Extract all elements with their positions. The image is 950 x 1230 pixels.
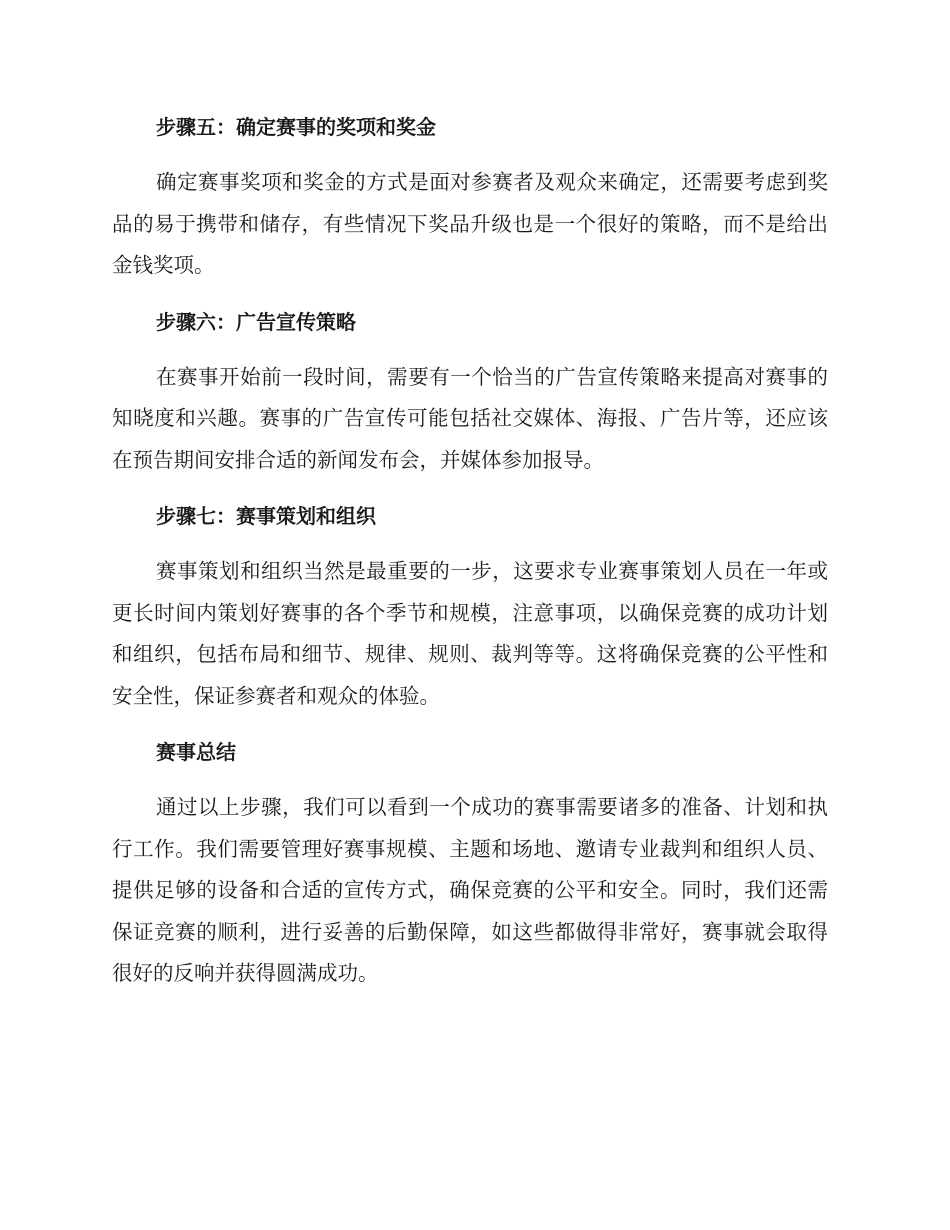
section-body-step5: 确定赛事奖项和奖金的方式是面对参赛者及观众来确定，还需要考虑到奖品的易于携带和储存，有些情况下奖品升级也是一个很好的策略，而不是给出金钱奖项。 [112,170,828,277]
section-body-summary: 通过以上步骤，我们可以看到一个成功的赛事需要诸多的准备、计划和执行工作。我们需要管理好赛事规模、主题和场地、邀请专业裁判和组织人员、提供足够的设备和合适的宣传方式，确保竞赛的公平和安全。同时，我们还需保证竞赛的顺利，进行妥善的后勤保障，如这些都做得非常好，赛事就会取得很好的反响并获得圆满成功。 [112,795,828,985]
section-heading-summary: 赛事总结 [156,740,236,764]
section-body-step6: 在赛事开始前一段时间，需要有一个恰当的广告宣传策略来提高对赛事的知晓度和兴趣。赛事的广告宣传可能包括社交媒体、海报、广告片等，还应该在预告期间安排合适的新闻发布会，并媒体参加报导。 [112,364,828,472]
section-heading-step6: 步骤六：广告宣传策略 [156,309,356,334]
section-body-step7: 赛事策划和组织当然是最重要的一步，这要求专业赛事策划人员在一年或更长时间内策划好赛事的各个季节和规模，注意事项，以确保竞赛的成功计划和组织，包括布局和细节、规律、规则、裁判等等。这将确保竞赛的公平性和安全性，保证参赛者和观众的体验。 [112,559,828,708]
section-heading-step5: 步骤五：确定赛事的奖项和奖金 [156,115,436,139]
section-heading-step7: 步骤七：赛事策划和组织 [156,504,376,528]
